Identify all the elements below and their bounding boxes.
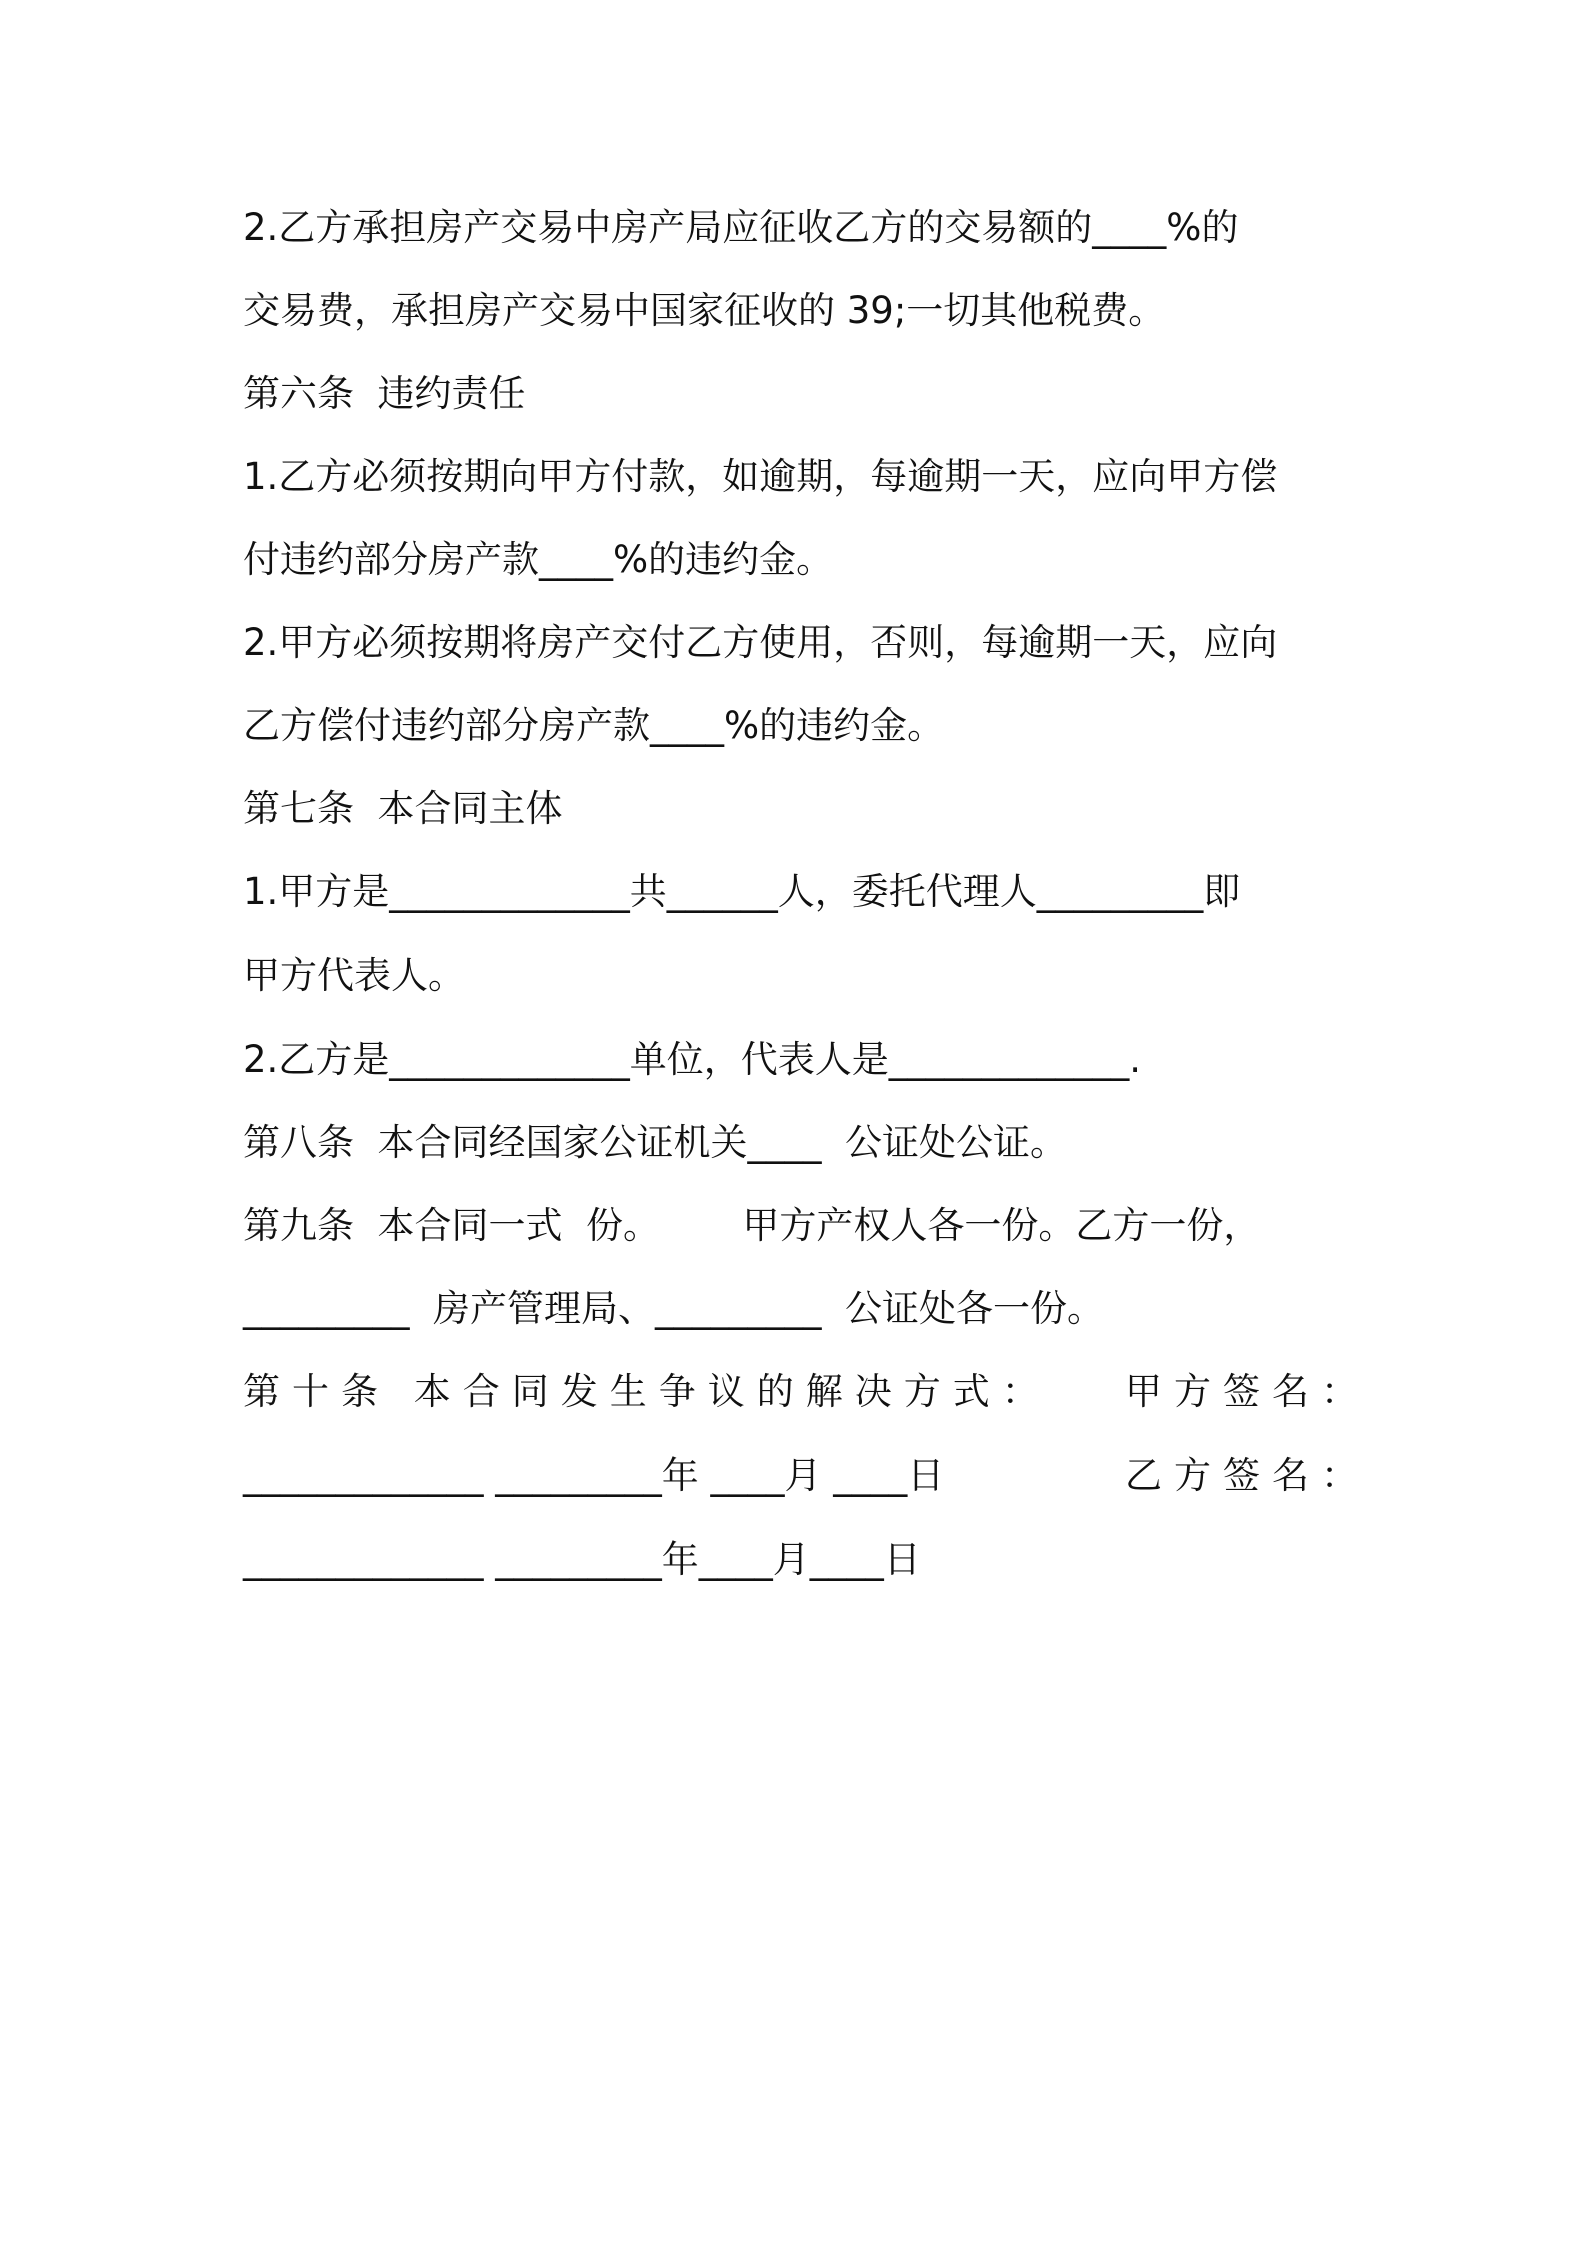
clause-6-item-2-line-2: 乙方偿付违约部分房产款____%的违约金。 <box>243 704 945 747</box>
clause-5-item-2-line-2: 交易费，承担房产交易中国家征收的 39;一切其他税费。 <box>243 289 1166 332</box>
clause-7-item-1-line-2: 甲方代表人。 <box>243 954 465 997</box>
clause-7-item-2: 2.乙方是_____________单位，代表人是_____________. <box>243 1038 1142 1081</box>
clause-6-item-1-line-2: 付违约部分房产款____%的违约金。 <box>243 538 834 581</box>
party-a-signature-label: 甲方签名： <box>1125 1370 1370 1413</box>
clause-10-dispute: 第十条 本合同发生争议的解决方式： <box>243 1370 1051 1413</box>
clause-5-item-2-line-1: 2.乙方承担房产交易中房产局应征收乙方的交易额的____%的 <box>243 206 1239 249</box>
clause-9-line-2: _________ 房产管理局、_________ 公证处各一份。 <box>243 1287 1105 1330</box>
clause-6-heading: 第六条 违约责任 <box>243 372 526 415</box>
clause-6-item-1-line-1: 1.乙方必须按期向甲方付款，如逾期，每逾期一天，应向甲方偿 <box>243 455 1278 498</box>
party-a-date-line: _____________ _________年 ____月 ____日 <box>243 1454 945 1497</box>
clause-7-item-1-line-1: 1.甲方是_____________共______人，委托代理人_________即 <box>243 870 1241 913</box>
party-b-date-line: _____________ _________年____月____日 <box>243 1538 921 1581</box>
party-b-signature-label: 乙方签名： <box>1125 1454 1370 1497</box>
clause-7-heading: 第七条 本合同主体 <box>243 787 563 830</box>
clause-6-item-2-line-1: 2.甲方必须按期将房产交付乙方使用，否则，每逾期一天，应向 <box>243 621 1278 664</box>
clause-9-line-1: 第九条 本合同一式 份。 甲方产权人各一份。乙方一份， <box>243 1204 1261 1247</box>
clause-8: 第八条 本合同经国家公证机关____ 公证处公证。 <box>243 1121 1068 1164</box>
